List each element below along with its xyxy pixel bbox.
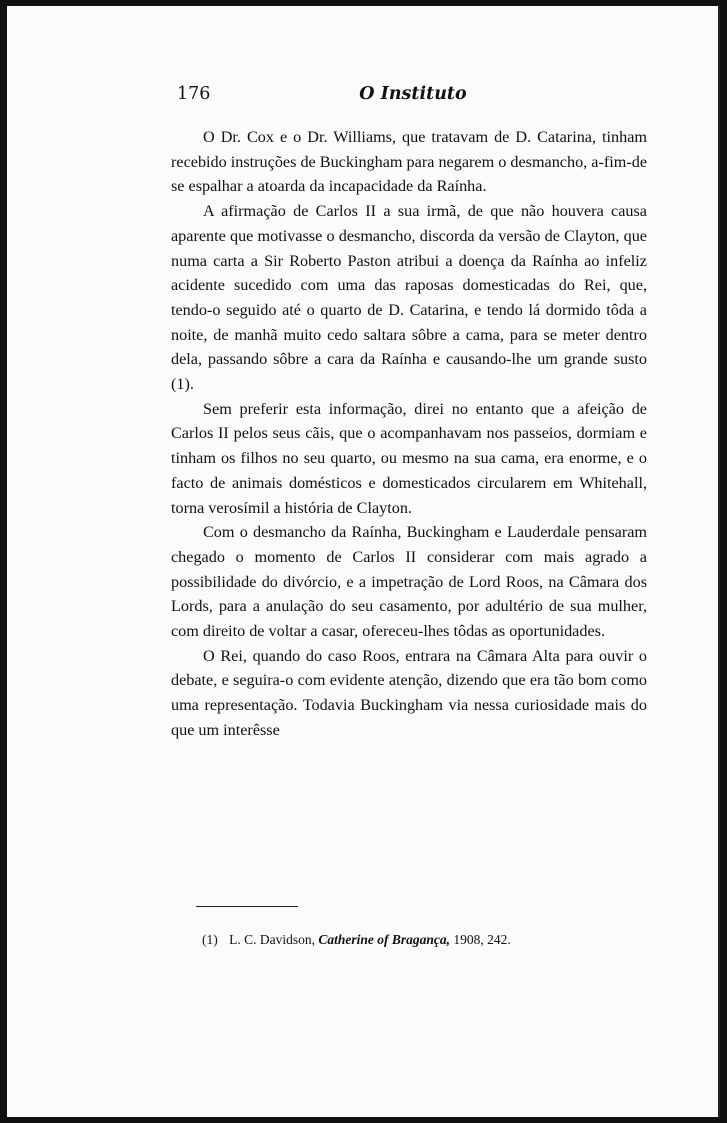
footnote xyxy=(202,932,632,948)
footnote-author: L. C. Davidson, xyxy=(229,932,315,947)
footnote-rule xyxy=(196,906,298,907)
paragraph-3: Sem preferir esta informação, direi no entanto que a afeição de Carlos II pelos seus cãis, que o acompanhavam nos passeios, dormiam e tinham os filhos no seu quarto, ou mesmo na sua cama, era enorme, e o facto de animais domésticos e domesticados circularem em Whitehall, torna verosímil a história de Clayton. xyxy=(171,399,647,517)
paragraph-5: O Rei, quando do caso Roos, entrara na Câmara Alta para ouvir o debate, e seguira-o com evidente atenção, dizendo que era tão bom como uma representação. Todavia Buckingham via nessa curiosidade mais do que um interêsse xyxy=(171,646,647,739)
paragraph-4: Com o desmancho da Raínha, Buckingham e Lauderdale pensaram chegado o momento de Carlos II considerar com mais agrado a possibilidade do divórcio, e a impetração de Lord Roos, na Câmara dos Lords, para a anulação do seu casamento, por adultério de sua mulher, com direito de voltar a casar, ofereceu-lhes tôdas as oportunidades. xyxy=(171,523,647,641)
paragraph-2: A afirmação de Carlos II a sua irmã, de que não houvera causa aparente que motivasse o desmancho, discorda da versão de Clayton, que numa carta a Sir Roberto Paston atribui a doença da Raínha ao infeliz acidente sucedido com uma das raposas domesticadas do Rei, que, tendo-o seguido até o quarto de D. Catarina, e tendo lá dormido tôda a noite, de manhã muito cedo saltara sôbre a cama, para se meter dentro dela, passando sôbre a cara da Raínha e causando-lhe um grande susto (1). xyxy=(171,202,647,394)
body-text xyxy=(171,125,647,743)
footnote-details: 1908, 242. xyxy=(453,932,511,947)
page-number: 176 xyxy=(177,84,211,104)
running-title: O Instituto xyxy=(359,84,467,104)
paragraph-1: O Dr. Cox e o Dr. Williams, que tratavam de D. Catarina, tinham recebido instruções de Buckingham para negarem o desmancho, a-fim-de se espalhar a atoarda da incapacidade da Raínha. xyxy=(171,128,647,196)
footnote-title: Catherine of Bragança, xyxy=(318,932,451,947)
page-header xyxy=(173,84,647,110)
footnote-marker: (1) xyxy=(202,932,218,947)
